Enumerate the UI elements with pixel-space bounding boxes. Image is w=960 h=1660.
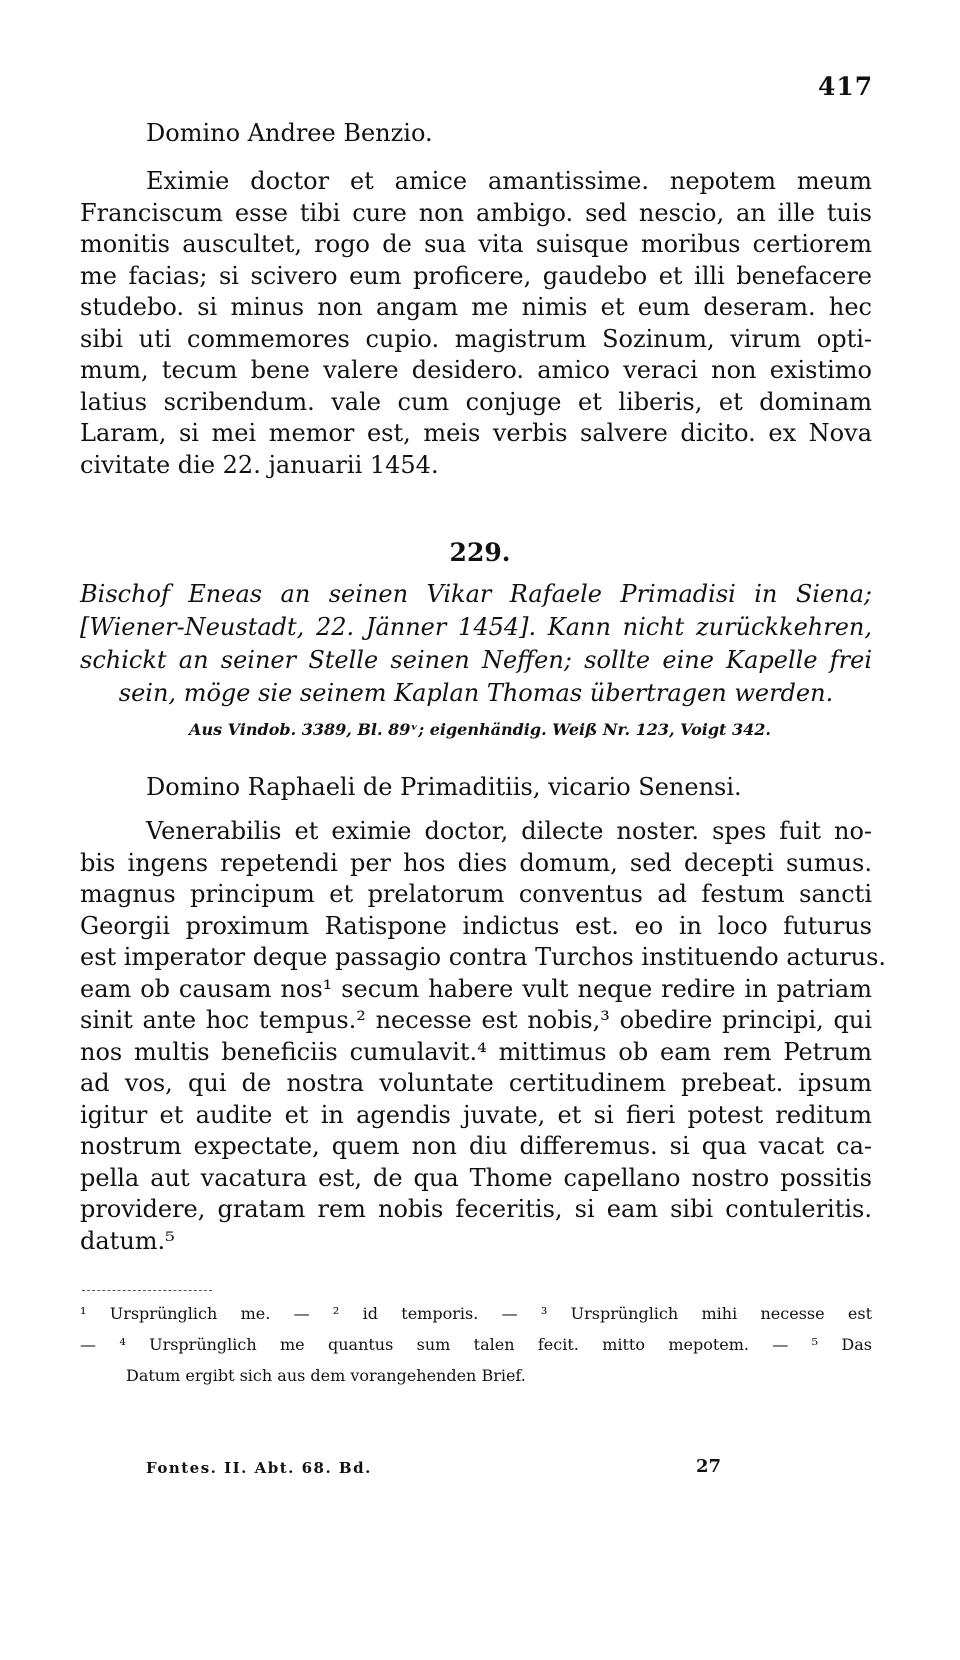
footnote-line: Datum ergibt sich aus dem vorangehenden Brief.	[126, 1366, 526, 1385]
footnotes	[80, 1298, 872, 1391]
body-line: Eximie doctor et amice amantissime. nepotem meum	[146, 167, 872, 195]
body-line: monitis auscultet, rogo de sua vita suisque moribus certiorem	[80, 230, 872, 258]
body-line: providere, gratam rem nobis feceritis, si eam sibi contuleritis.	[80, 1195, 872, 1223]
body-line: pella aut vacatura est, de qua Thome capellano nostro possitis	[80, 1163, 872, 1192]
page-number: 417	[818, 72, 874, 101]
footer-sheet-number: 27	[696, 1456, 722, 1477]
letter-229-summary	[80, 578, 872, 710]
letter-number: 229.	[449, 538, 511, 567]
body-line: Georgii proximum Ratispone indictus est. eo in loco futurus	[80, 911, 872, 940]
body-line: mum, tecum bene valere desidero. amico veraci non existimo	[80, 356, 872, 384]
summary-line: sein, möge sie seinem Kaplan Thomas übertragen werden.	[118, 679, 834, 707]
letter-228-salutation	[146, 118, 846, 148]
body-line: Venerabilis et eximie doctor, dilecte noster. spes fuit no-	[146, 817, 872, 845]
body-line: Franciscum esse tibi cure non ambigo. sed nescio, an ille tuis	[80, 198, 872, 227]
body-line: me facias; si scivero eum proficere, gaudebo et illi benefacere	[80, 261, 872, 290]
body-line: Laram, si mei memor est, meis verbis salvere dicito. ex Nova	[80, 419, 872, 447]
footnote-line: ¹ Ursprünglich me. — ² id temporis. — ³ Ursprünglich mihi necesse est	[80, 1304, 872, 1323]
footnote-rule	[82, 1290, 212, 1291]
summary-line: [Wiener-Neustadt, 22. Jänner 1454]. Kann nicht zurückkehren,	[80, 613, 872, 641]
salutation-line: Domino Andree Benzio.	[146, 119, 433, 147]
source-note: Aus Vindob. 3389, Bl. 89ᵛ; eigenhändig. Weiß Nr. 123, Voigt 342.	[189, 720, 771, 739]
body-line: sinit ante hoc tempus.² necesse est nobis,³ obedire principi, qui	[80, 1006, 872, 1034]
body-line: est imperator deque passagio contra Turchos instituendo acturus.	[80, 943, 887, 971]
footnote-line: — ⁴ Ursprünglich me quantus sum talen fecit. mitto mepotem. — ⁵ Das	[80, 1335, 872, 1354]
letter-229-body	[80, 816, 887, 1257]
footer-signature: Fontes. II. Abt. 68. Bd.	[146, 1459, 372, 1477]
body-line: civitate die 22. januarii 1454.	[80, 450, 439, 479]
body-line: eam ob causam nos¹ secum habere vult neque redire in patriam	[80, 974, 872, 1003]
salutation-line: Domino Raphaeli de Primaditiis, vicario Senensi.	[146, 773, 742, 801]
summary-line: Bischof Eneas an seinen Vikar Rafaele Primadisi in Siena;	[80, 580, 872, 608]
body-line: nos multis beneficiis cumulavit.⁴ mittimus ob eam rem Petrum	[80, 1037, 872, 1066]
body-line: nostrum expectate, quem non diu differemus. si qua vacat ca-	[80, 1132, 872, 1160]
summary-line: schickt an seiner Stelle seinen Neffen; sollte eine Kapelle frei	[80, 646, 872, 674]
body-line: magnus principum et prelatorum conventus ad festum sancti	[80, 880, 872, 908]
letter-229-salutation	[146, 772, 846, 802]
body-line: datum.⁵	[80, 1226, 175, 1255]
letter-228-body	[80, 166, 872, 481]
body-line: ad vos, qui de nostra voluntate certitudinem prebeat. ipsum	[80, 1069, 872, 1097]
body-line: igitur et audite et in agendis juvate, et si fieri potest reditum	[80, 1100, 872, 1129]
body-line: bis ingens repetendi per hos dies domum, sed decepti sumus.	[80, 848, 872, 877]
body-line: latius scribendum. vale cum conjuge et liberis, et dominam	[80, 387, 872, 416]
body-line: sibi uti commemores cupio. magistrum Sozinum, virum opti-	[80, 324, 872, 353]
body-line: studebo. si minus non angam me nimis et eum deseram. hec	[80, 293, 872, 321]
